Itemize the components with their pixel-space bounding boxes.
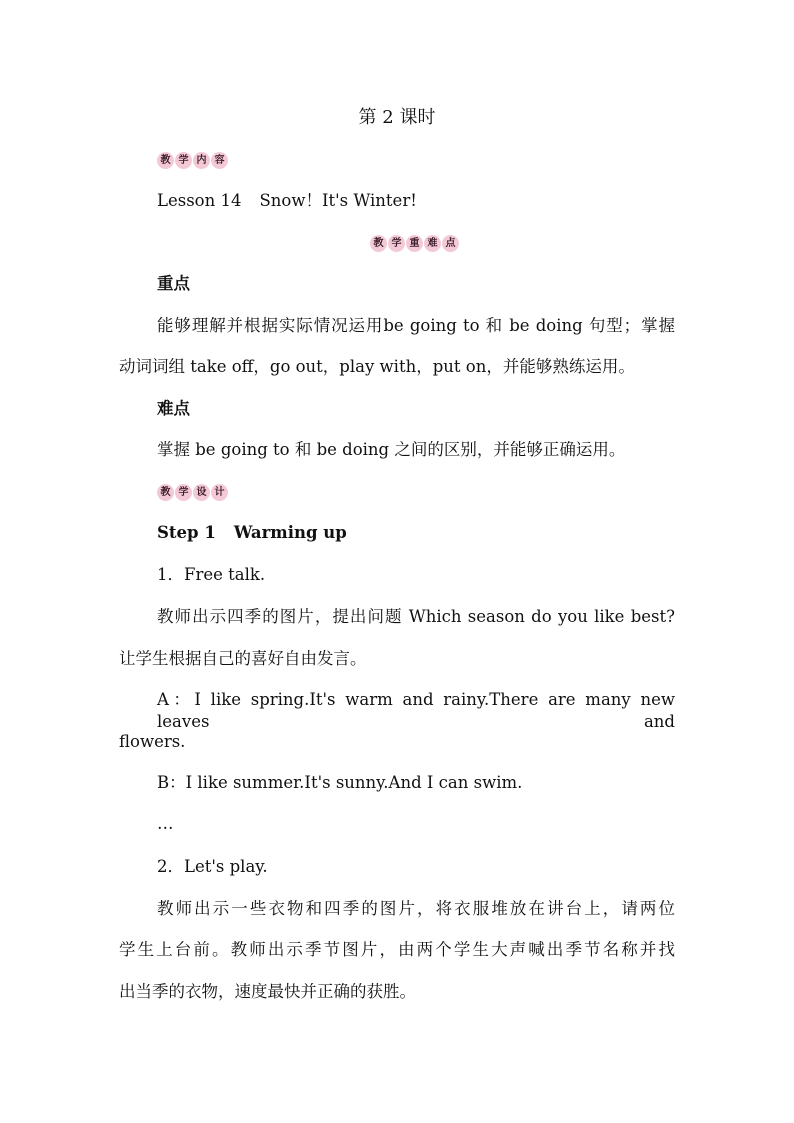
key-label: 重点 <box>157 274 190 293</box>
badge-char: 内 <box>193 152 210 169</box>
page-title: 第 2 课时 <box>358 107 436 128</box>
ellipsis: … <box>157 814 174 833</box>
dialog-b: B：I like summer.It's sunny.And I can swim. <box>157 773 523 792</box>
section-badge-keypoints <box>370 235 459 252</box>
item2-text-line-1: 教师出示一些衣物和四季的图片，将衣服堆放在讲台上，请两位 <box>157 899 675 918</box>
step1-number: Step 1 <box>157 523 216 542</box>
badge-char: 点 <box>442 235 459 252</box>
item1-text-line-1: 教师出示四季的图片，提出问题 Which season do you like best? <box>157 607 675 626</box>
lesson-line <box>157 190 417 212</box>
key-text-line-2: 动词词组 take off，go out，play with，put on，并能够熟练运用。 <box>119 357 635 376</box>
difficult-text: 掌握 be going to 和 be doing 之间的区别，并能够正确运用。 <box>157 440 626 459</box>
section-badge-content <box>157 152 228 169</box>
item1-heading: 1．Free talk. <box>157 565 266 584</box>
badge-char: 容 <box>211 152 228 169</box>
badge-char: 教 <box>157 152 174 169</box>
badge-char: 学 <box>175 484 192 501</box>
section-badge-design <box>157 484 228 501</box>
badge-char: 设 <box>193 484 210 501</box>
item2-text-line-2: 学生上台前。教师出示季节图片，由两个学生大声喊出季节名称并找 <box>119 940 675 959</box>
key-text-line-1: 能够理解并根据实际情况运用be going to 和 be doing 句型；掌握 <box>157 316 675 335</box>
item2-heading: 2．Let's play. <box>157 857 268 876</box>
dialog-a-line-1: A：I like spring.It's warm and rainy.There are many new leaves and <box>157 690 675 731</box>
item1-text-line-2: 让学生根据自己的喜好自由发言。 <box>119 649 367 668</box>
difficult-label: 难点 <box>157 399 190 418</box>
step1-heading <box>157 522 347 544</box>
badge-char: 教 <box>370 235 387 252</box>
step1-name: Warming up <box>233 523 347 542</box>
lesson-name: Snow！It's Winter! <box>259 191 417 210</box>
badge-char: 学 <box>388 235 405 252</box>
badge-char: 计 <box>211 484 228 501</box>
lesson-number: Lesson 14 <box>157 191 242 210</box>
badge-char: 重 <box>406 235 423 252</box>
dialog-a-line-2: flowers. <box>119 732 186 751</box>
badge-char: 难 <box>424 235 441 252</box>
item2-text-line-3: 出当季的衣物，速度最快并正确的获胜。 <box>119 982 416 1001</box>
badge-char: 学 <box>175 152 192 169</box>
badge-char: 教 <box>157 484 174 501</box>
